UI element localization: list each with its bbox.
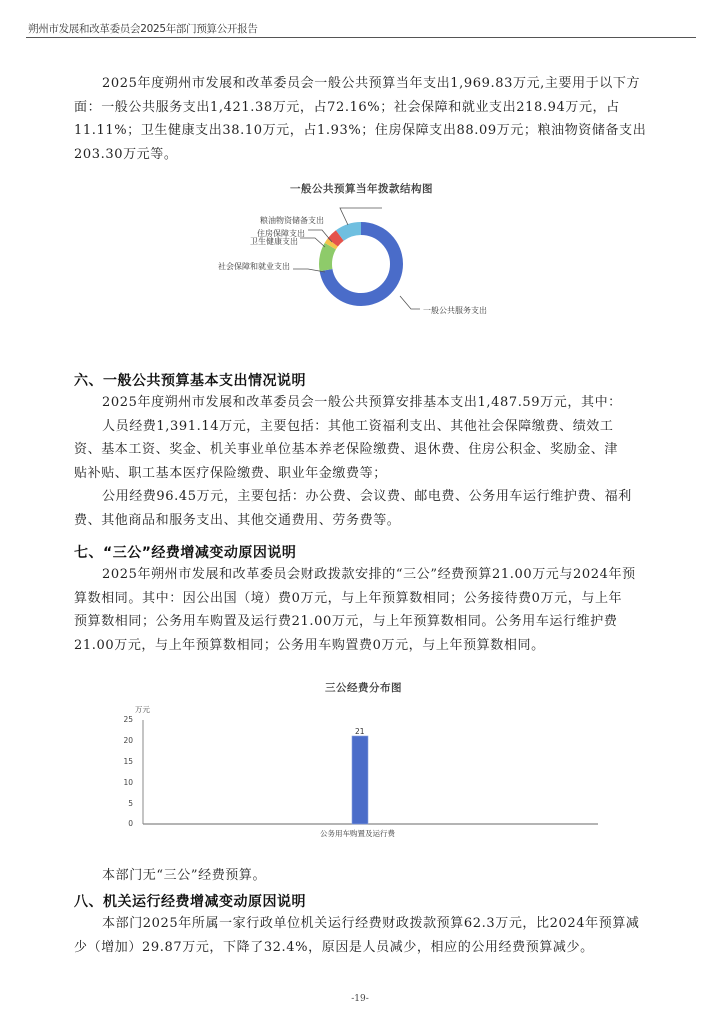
section-8-body bbox=[74, 912, 644, 959]
page-header bbox=[26, 18, 696, 38]
label-general-public-service: 一般公共服务支出 bbox=[423, 306, 487, 315]
text-line: 资、基本工资、奖金、机关事业单位基本养老保险缴费、退休费、住房公积金、奖励金、津 bbox=[74, 442, 619, 457]
section-8-heading: 八、机关运行经费增减变动原因说明 bbox=[74, 894, 306, 910]
text-line: 算数相同。其中：因公出国（境）费0万元，与上年预算数相同；公务接待费0万元，与上年 bbox=[74, 590, 623, 606]
text-line: 预算数相同；公务用车购置及运行费21.00万元，与上年预算数相同。公务用车运行维护费 bbox=[74, 614, 618, 629]
text-line: 本部门无“三公”经费预算。 bbox=[102, 868, 267, 883]
page-number: -19- bbox=[351, 994, 369, 1004]
text-line: 11.11%；卫生健康支出38.10万元，占1.93%；住房保障支出88.09万元；粮油物资储备支出 bbox=[74, 123, 647, 138]
text-line: 公用经费96.45万元，主要包括：办公费、会议费、邮电费、公务用车运行维护费、福利 bbox=[102, 489, 632, 504]
label-social-security: 社会保障和就业支出 bbox=[218, 262, 290, 271]
x-category-label: 公务用车购置及运行费 bbox=[320, 829, 395, 838]
text-line: 少（增加）29.87万元，下降了32.4%，原因是人员减少，相应的公用经费预算减少。 bbox=[74, 939, 594, 955]
y-tick: 5 bbox=[128, 799, 133, 808]
donut-chart-title: 一般公共预算当年拨款结构图 bbox=[290, 183, 433, 195]
text-line: 人员经费1,391.14万元，主要包括：其他工资福利支出、其他社会保障缴费、绩效工 bbox=[102, 418, 614, 434]
text-line: 21.00万元，与上年预算数相同；公务用车购置费0万元，与上年预算数相同。 bbox=[74, 637, 545, 653]
y-axis-unit: 万元 bbox=[135, 705, 150, 714]
text-line: 面：一般公共服务支出1,421.38万元，占72.16%；社会保障和就业支出218.94万元，占 bbox=[74, 99, 620, 115]
section-7-body bbox=[74, 563, 644, 657]
section-7-heading: 七、“三公”经费增减变动原因说明 bbox=[74, 545, 297, 561]
y-tick: 15 bbox=[123, 757, 133, 766]
text-line: 2025年朔州市发展和改革委员会财政拨款安排的“三公”经费预算21.00万元与2024年预 bbox=[102, 567, 636, 582]
y-tick: 25 bbox=[123, 715, 133, 724]
header-title: 朔州市发展和改革委员会2025年部门预算公开报告 bbox=[28, 23, 258, 35]
bar-data-label: 21 bbox=[355, 727, 365, 736]
label-grain-reserve: 粮油物资储备支出 bbox=[260, 216, 324, 225]
no-three-public-note bbox=[74, 864, 644, 888]
y-tick: 20 bbox=[123, 736, 133, 745]
label-housing: 住房保障支出 bbox=[257, 229, 305, 238]
bar-vehicle-expense bbox=[352, 736, 368, 824]
section-6-body bbox=[74, 391, 644, 532]
text-line: 203.30万元等。 bbox=[74, 146, 178, 162]
section-6-heading: 六、一般公共预算基本支出情况说明 bbox=[74, 373, 306, 389]
bar-chart-title: 三公经费分布图 bbox=[325, 682, 402, 694]
text-line: 费、其他商品和服务支出、其他交通费用、劳务费等。 bbox=[74, 512, 401, 528]
label-health: 卫生健康支出 bbox=[250, 237, 298, 246]
y-tick: 0 bbox=[128, 819, 133, 828]
donut-chart bbox=[200, 195, 520, 325]
y-tick: 10 bbox=[123, 778, 133, 787]
intro-paragraph bbox=[74, 72, 647, 166]
text-line: 贴补贴、职工基本医疗保险缴费、职业年金缴费等； bbox=[74, 465, 387, 481]
bar-chart-svg bbox=[110, 700, 610, 840]
bar-chart bbox=[110, 700, 610, 840]
text-line: 2025年度朔州市发展和改革委员会一般公共预算安排基本支出1,487.59万元，其中： bbox=[102, 395, 622, 410]
text-line: 2025年度朔州市发展和改革委员会一般公共预算当年支出1,969.83万元,主要用于以下方 bbox=[102, 76, 641, 91]
text-line: 本部门2025年所属一家行政单位机关运行经费财政拨款预算62.3万元，比2024年预算减 bbox=[102, 916, 640, 931]
